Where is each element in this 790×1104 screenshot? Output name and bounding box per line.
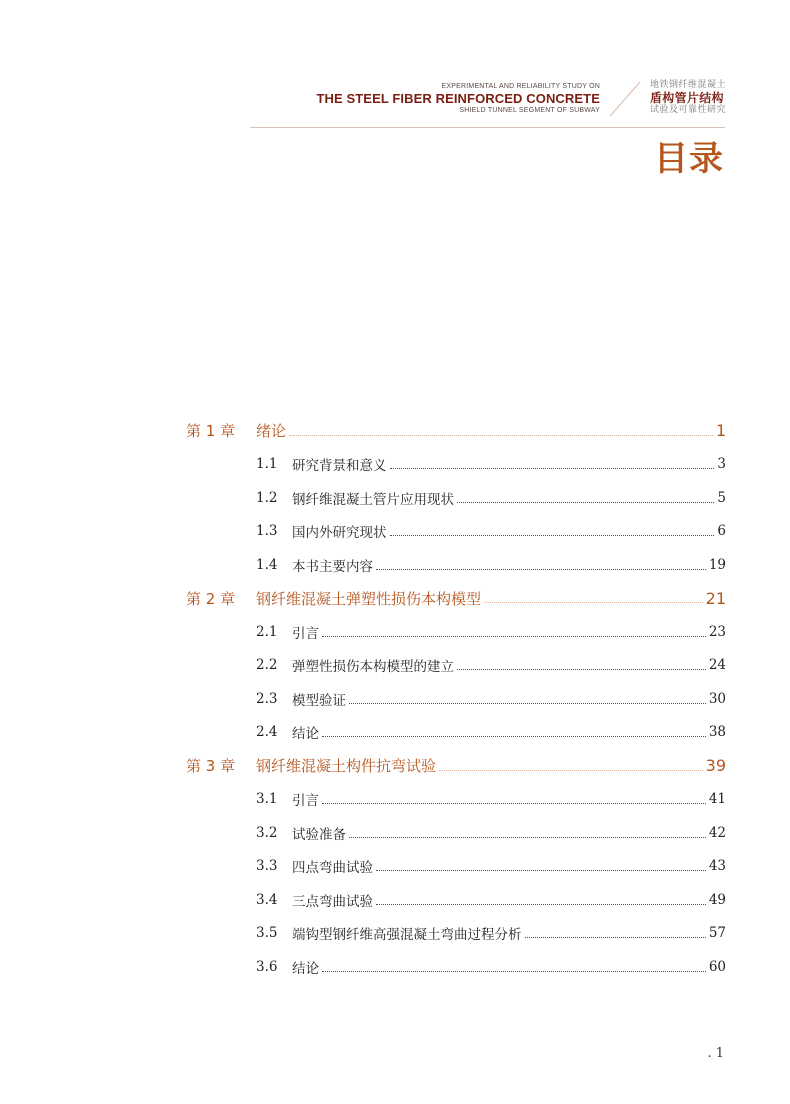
toc-section-entry[interactable] [186,615,726,649]
dot-leader [484,601,703,603]
header-en-line2: THE STEEL FIBER REINFORCED CONCRETE [316,91,600,106]
header-chinese-title [650,80,730,116]
section-page-number: 49 [708,891,726,908]
chapter-page-number: 1 [715,421,726,441]
toc-section-entry[interactable] [186,950,726,984]
toc-section-entry[interactable] [186,548,726,582]
section-number: 3.5 [256,925,278,942]
chapter-page-number: 21 [705,588,726,608]
section-title: 引言 [292,793,319,810]
toc-chapter-entry[interactable] [186,749,726,783]
section-title: 结论 [292,726,319,743]
section-number: 2.4 [256,724,278,741]
section-title: 国内外研究现状 [292,525,387,542]
toc-section-entry[interactable] [186,448,726,482]
chapter-label: 第 3 章 [186,757,236,776]
section-title: 试验准备 [292,826,346,843]
section-page-number: 3 [717,456,726,473]
dot-leader [457,501,714,503]
section-page-number: 5 [717,489,726,506]
dot-leader [390,467,715,469]
header-rule [250,127,725,128]
dot-leader [349,836,706,838]
section-page-number: 6 [717,523,726,540]
section-number: 3.6 [256,958,278,975]
toc-section-entry[interactable] [186,716,726,750]
dot-leader [525,936,706,938]
toc-section-entry[interactable] [186,682,726,716]
dot-leader [322,802,706,804]
section-page-number: 57 [708,925,726,942]
section-page-number: 43 [708,858,726,875]
dot-leader [289,434,713,436]
table-of-contents [186,414,726,984]
section-number: 2.1 [256,623,278,640]
section-number: 1.4 [256,556,278,573]
section-page-number: 60 [708,958,726,975]
header-zh-line2: 盾构管片结构 [650,91,724,105]
header-zh-line1: 地铁钢纤维混凝土 [650,80,727,90]
chapter-label: 第 1 章 [186,422,236,441]
section-title: 引言 [292,625,319,642]
section-page-number: 30 [708,690,726,707]
section-number: 1.1 [256,456,278,473]
dot-leader [322,735,706,737]
section-number: 2.2 [256,657,278,674]
page-number: . 1 [707,1046,724,1061]
dot-leader [376,568,706,570]
section-page-number: 19 [708,556,726,573]
toc-section-entry[interactable] [186,816,726,850]
section-title: 模型验证 [292,692,346,709]
dot-leader [457,668,706,670]
dot-leader [439,769,703,771]
section-page-number: 42 [708,824,726,841]
chapter-label: 第 2 章 [186,589,236,608]
dot-leader [390,534,715,536]
section-number: 3.3 [256,858,278,875]
section-title: 钢纤维混凝土管片应用现状 [292,491,454,508]
section-page-number: 38 [708,724,726,741]
section-number: 1.2 [256,489,278,506]
section-title: 研究背景和意义 [292,458,387,475]
header-divider-slash [606,80,642,118]
page-title: 目录 [654,139,724,179]
dot-leader [322,635,706,637]
chapter-page-number: 39 [705,756,726,776]
dot-leader [322,970,706,972]
section-number: 3.2 [256,824,278,841]
toc-chapter-entry[interactable] [186,414,726,448]
chapter-title: 绪论 [256,422,287,441]
section-page-number: 23 [708,623,726,640]
toc-section-entry[interactable] [186,883,726,917]
section-title: 结论 [292,960,319,977]
header-en-line3: SHIELD TUNNEL SEGMENT OF SUBWAY [459,107,600,114]
dot-leader [349,702,706,704]
section-page-number: 41 [708,791,726,808]
section-title: 弹塑性损伤本构模型的建立 [292,659,454,676]
toc-section-entry[interactable] [186,850,726,884]
toc-section-entry[interactable] [186,515,726,549]
section-title: 端钩型钢纤维高强混凝土弯曲过程分析 [292,927,522,944]
section-page-number: 24 [708,657,726,674]
chapter-title: 钢纤维混凝土弹塑性损伤本构模型 [256,589,482,608]
section-number: 3.1 [256,791,278,808]
section-number: 1.3 [256,523,278,540]
section-title: 四点弯曲试验 [292,860,373,877]
dot-leader [376,869,706,871]
section-title: 本书主要内容 [292,558,373,575]
header-zh-line3: 试验及可靠性研究 [650,105,727,115]
chapter-title: 钢纤维混凝土构件抗弯试验 [256,757,437,776]
toc-section-entry[interactable] [186,917,726,951]
header-english-title [316,82,600,115]
section-title: 三点弯曲试验 [292,893,373,910]
toc-section-entry[interactable] [186,649,726,683]
dot-leader [376,903,706,905]
toc-section-entry[interactable] [186,783,726,817]
toc-section-entry[interactable] [186,481,726,515]
section-number: 2.3 [256,690,278,707]
header-en-line1: EXPERIMENTAL AND RELIABILITY STUDY ON [441,83,600,90]
toc-chapter-entry[interactable] [186,582,726,616]
section-number: 3.4 [256,891,278,908]
